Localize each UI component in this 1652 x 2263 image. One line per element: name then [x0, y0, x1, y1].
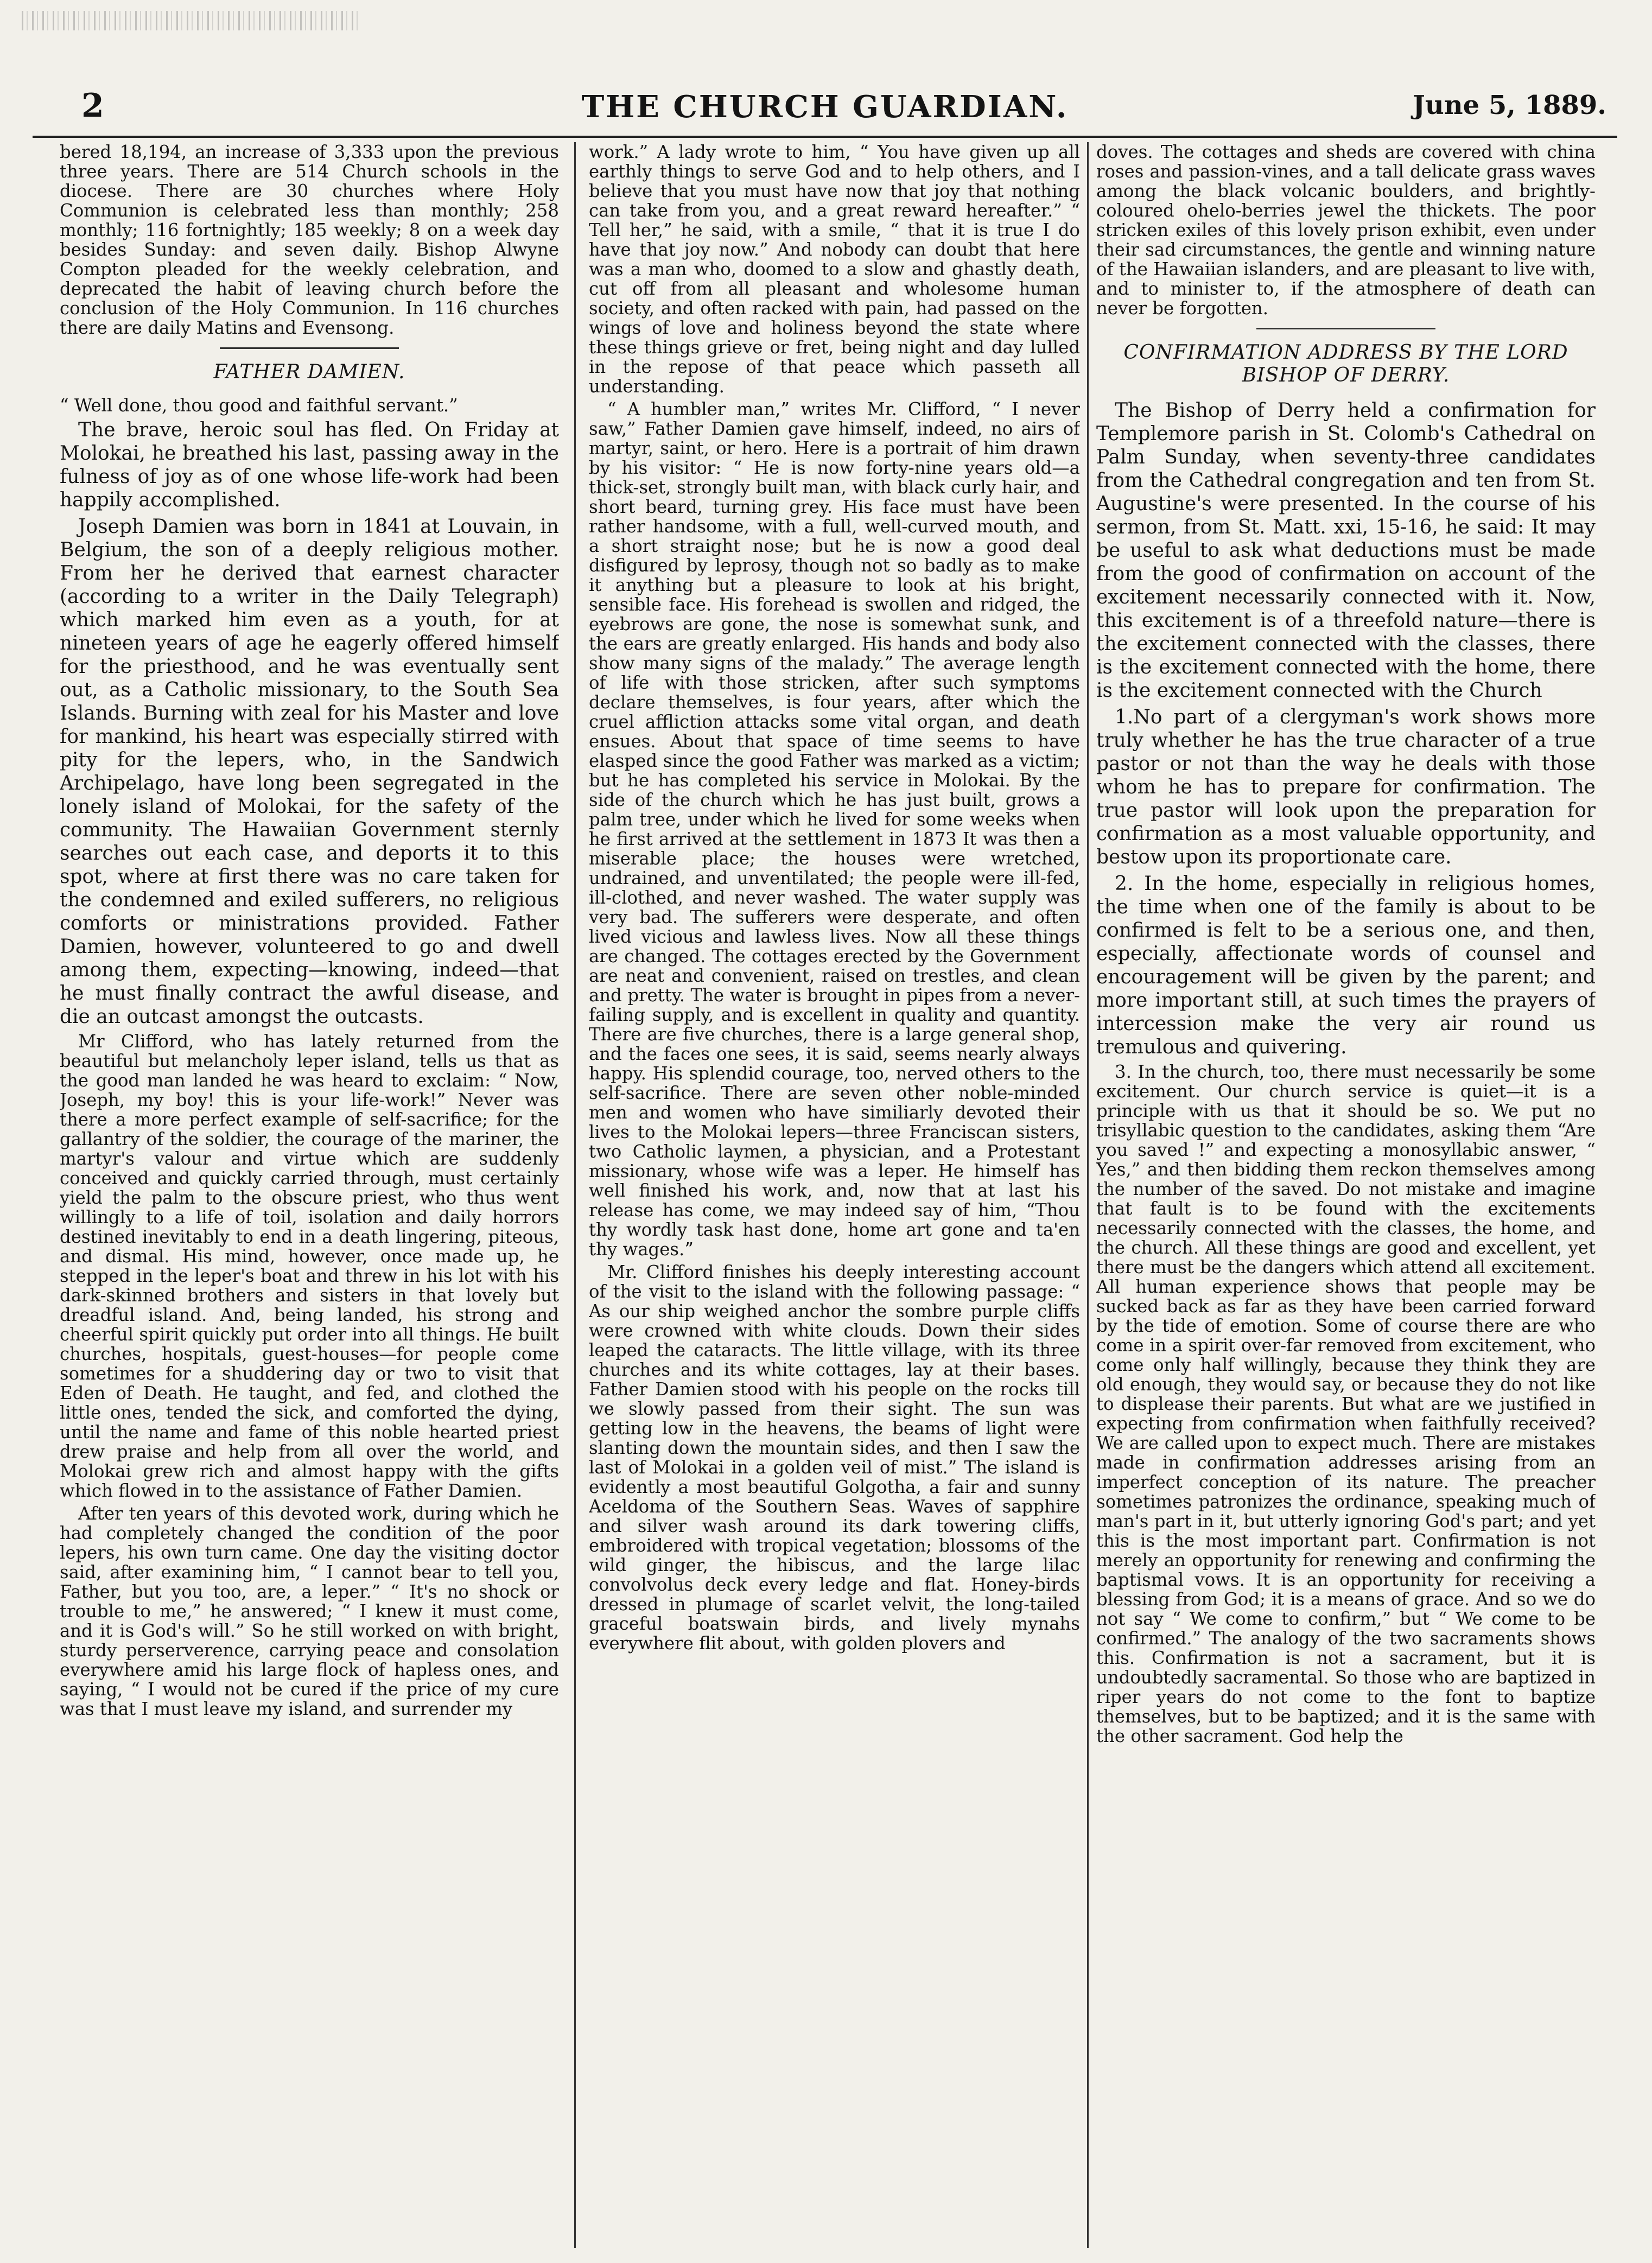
- paragraph: “ A humbler man,” writes Mr. Clifford, “ I never saw,” Father Damien gave himself, indeed, no airs of martyr, saint, or hero. Here is a portrait of him drawn by his visitor: “ He is now forty-nine years old—a thick-set, strongly built man, with black curly hair, and short beard, turning grey. His face must have been rather handsome, with a full, well-curved mouth, and a short straight nose; but he is now a good deal disfigured by leprosy, though not so badly as to make it anything but a pleasure to look at his bright, sensible face. His forehead is swollen and ridged, the eyebrows are gone, the nose is somewhat sunk, and the ears are greatly enlarged. His hands and body also show many signs of the malady.” The average length of life with those stricken, after such symptoms declare themselves, is four years, after which the cruel affliction attacks some vital organ, and death ensues. About that space of time seems to have elasped since the good Father was marked as a victim; but he has completed his service in Molokai. By the side of the church which he has just built, grows a palm tree, under which he lived for some weeks when he first arrived at the settlement in 1873 It was then a miserable place; the houses were wretched, undrained, and unventilated; the people were ill-fed, ill-clothed, and never washed. The water supply was very bad. The sufferers were desperate, and often lived vicious and lawless lives. Now all these things are changed. The cottages erected by the Government are neat and convenient, raised on trestles, and clean and pretty. The water is brought in pipes from a never-failing supply, and is excellent in quality and quantity. There are five churches, there is a large general shop, and the faces one sees, it is said, seems nearly always happy. His splendid courage, too, nerved others to the self-sacrifice. There are seven other noble-minded men and women who have similiarly devoted their lives to the Molokai lepers—three Franciscan sisters, two Catholic laymen, a physician, and a Protestant missionary, whose wife was a leper. He himself has well finished his work, and, now that at last his release has come, we may indeed say of him, “Thou thy wordly task hast done, home art gone and ta'en thy wages.”: [589, 399, 1080, 1260]
- article-body-large: [1096, 399, 1596, 1059]
- paragraph: The Bishop of Derry held a confirmation for Templemore parish in St. Colomb's Cathedral on Palm Sunday, when seventy-three candidates from the Cathedral congregation and ten from St. Augustine's were presented. In the course of his sermon, from St. Matt. xxi, 15-16, he said: It may be useful to ask what deductions must be made from the good of confirmation on account of the excitement necessarily connected with it. Now, this excitement is of a threefold nature—there is the excitement connected with the classes, there is the excitement connected with the home, there is the excitement connected with the Church: [1096, 399, 1596, 702]
- paragraph: 3. In the church, too, there must necessarily be some excitement. Our church service is quiet—it is a principle with us that it should be so. We put no trisyllabic question to the candidates, asking them “Are you saved !” and expecting a monosyllabic answer, “ Yes,” and then bidding them reckon themselves among the number of the saved. Do not mistake and imagine that fault is to be found with the excitements necessarily connected with the classes, the home, and the church. All these things are good and excellent, yet there must be the dangers which attend all excitement. All human experience shows that people may be sucked back as far as they have been carried forward by the tide of emotion. Some of course there are who come in a spirit over-far removed from excitement, who come only half willingly, because they think they are old enough, they would say, or because they do not like to displease their parents. But what are we justified in expecting from confirmation when faithfully received? We are called upon to expect much. There are mistakes made in confirmation addresses arising from an imperfect conception of its nature. The preacher sometimes patronizes the ordinance, speaking much of man's part in it, but utterly ignoring God's part; and yet this is the most important part. Confirmation is not merely an opportunity for renewing and confirming the baptismal vows. It is an opportunity for receiving a blessing from God; it is a means of grace. And so we do not say “ We come to confirm,” but “ We come to be confirmed.” The analogy of the two sacraments shows this. Confirmation is not a sacrament, but it is undoubtedly sacramental. So those who are baptized in riper years do not come to the font to baptize themselves, but to be baptized; and it is the same with the other sacrament. God help the: [1096, 1061, 1596, 1746]
- paragraph: After ten years of this devoted work, during which he had completely changed the condition of the poor lepers, his own turn came. One day the visiting doctor said, after examining him, “ I cannot bear to tell you, Father, but you too, are, a leper.” “ It's no shock or trouble to me,” he answered; “ I knew it must come, and it is God's will.” So he still worked on with bright, sturdy perserverence, carrying peace and consolation everywhere amid his large flock of hapless ones, and saying, “ I would not be cured if the price of my cure was that I must leave my island, and surrender my: [60, 1503, 559, 1719]
- page-header: [33, 81, 1617, 130]
- column-1: [60, 142, 559, 2248]
- paragraph: 1.No part of a clergyman's work shows more truly whether he has the true character of a true pastor or not than the way he deals with those whom he has to prepare for confirmation. The true pastor will look upon the preparation for confirmation as a most valuable opportunity, and bestow upon its proportionate care.: [1096, 706, 1596, 868]
- paragraph: work.” A lady wrote to him, “ You have given up all earthly things to serve God and to help others, and I believe that you must have now that joy that nothing can take from you, and a great reward hereafter.” “ Tell her,” he said, with a smile, “ that it is true I do have that joy now.” And nobody can doubt that here was a man who, doomed to a slow and ghastly death, cut off from all pleasant and wholesome human society, and often racked with pain, had passed on the wings of love and holiness beyond the state where these things grieve or fret, being night and day lulled in the repose of that peace which passeth all understanding.: [589, 142, 1080, 397]
- paragraph: 2. In the home, especially in religious homes, the time when one of the family is about to be confirmed is felt to be a serious one, and then, especially, affectionate words of counsel and encouragement will be given by the parent; and more important still, at such times the prayers of intercession make the very air round us tremulous and quivering.: [1096, 873, 1596, 1058]
- paragraph: doves. The cottages and sheds are covered with china roses and passion-vines, and a tall delicate grass waves among the black volcanic boulders, and brightly-coloured ohelo-berries jewel the thickets. The poor stricken exiles of this lovely prison exhibit, even under their sad circumstances, the gentle and winning nature of the Hawaiian islanders, and are pleasant to live with, and to minister to, if the atmosphere of death can never be forgotten.: [1096, 142, 1596, 319]
- paragraph: Joseph Damien was born in 1841 at Louvain, in Belgium, the son of a deeply religious mother. From her he derived that earnest character (according to a writer in the Daily Telegraph) which marked him even as a youth, for at nineteen years of age he eagerly offered himself for the priesthood, and he was eventually sent out, as a Catholic missionary, to the South Sea Islands. Burning with zeal for his Master and love for mankind, his heart was especially stirred with pity for the lepers, who, in the Sandwich Archipelago, have long been segregated in the lonely island of Molokai, for the safety of the community. The Hawaiian Government sternly searches out each case, and deports it to this spot, where at first there was no care taken for the condemned and exiled sufferers, no religious comforts or ministrations provided. Father Damien, however, volunteered to go and dwell among them, expecting—knowing, indeed—that he must finally contract the awful disease, and die an outcast amongst the outcasts.: [60, 516, 559, 1028]
- article-heading-father-damien: FATHER DAMIEN.: [213, 361, 405, 383]
- column-3: [1096, 142, 1596, 2248]
- paragraph: bered 18,194, an increase of 3,333 upon the previous three years. There are 514 Church schools in the diocese. There are 30 churches where Holy Communion is celebrated less than monthly; 258 monthly; 116 fortnightly; 185 weekly; 8 on a week day besides Sunday: and seven daily. Bishop Alwyne Compton pleaded for the weekly celebration, and deprecated the habit of leaving church before the conclusion of the Holy Communion. In 116 churches there are daily Matins and Evensong.: [60, 142, 559, 338]
- issue-date: June 5, 1889.: [1413, 90, 1606, 120]
- column-divider-1: [574, 142, 576, 2248]
- section-rule: [1256, 328, 1435, 329]
- page-number: 2: [81, 87, 104, 125]
- epigraph: “ Well done, thou good and faithful servant.”: [60, 395, 458, 416]
- paragraph: Mr. Clifford finishes his deeply interesting account of the visit to the island with the following passage: “ As our ship weighed anchor the sombre purple cliffs were crowned with white clouds. Down their sides leaped the cataracts. The little village, with its three churches and its white cottages, lay at their bases. Father Damien stood with his people on the rocks till we slowly passed from their sight. The sun was getting low in the heavens, the beams of light were slanting down the mountain sides, and then I saw the last of Molokai in a golden veil of mist.” The island is evidently a most beautiful Golgotha, a fair and sunny Aceldoma of the Southern Seas. Waves of sapphire and silver wash around its dark towering cliffs, embroidered with tropical vegetation; blossoms of the wild ginger, the hibiscus, and the large lilac convolvolus deck every ledge and flat. Honey-birds dressed in plumage of scarlet velvit, the long-tailed graceful boatswain birds, and lively mynahs everywhere flit about, with golden plovers and: [589, 1262, 1080, 1654]
- header-rule: [33, 136, 1617, 138]
- article-body-large: [60, 418, 559, 1028]
- masthead-title: THE CHURCH GUARDIAN.: [581, 89, 1069, 125]
- print-speckle: [22, 11, 358, 30]
- column-2: [589, 142, 1080, 2248]
- column-divider-2: [1087, 142, 1089, 2248]
- section-rule: [220, 347, 399, 349]
- paragraph: The brave, heroic soul has fled. On Friday at Molokai, he breathed his last, passing away in the fulness of joy as of one whose life-work had been happily accomplished.: [60, 419, 559, 511]
- article-heading-confirmation-address: CONFIRMATION ADDRESS BY THE LORD BISHOP OF DERRY.: [1123, 341, 1568, 386]
- paragraph: Mr Clifford, who has lately returned from the beautiful but melancholy leper island, tells us that as the good man landed he was heard to exclaim: “ Now, Joseph, my boy! this is your life-work!” Never was there a more perfect example of self-sacrifice; for the gallantry of the soldier, the courage of the mariner, the martyr's valour and virtue which are suddenly conceived and quickly carried through, must certainly yield the palm to the obscure priest, who thus went willingly to a life of toil, isolation and daily horrors destined inevitably to end in a death lingering, piteous, and dismal. His mind, however, once made up, he stepped in the leper's boat and threw in his lot with his dark-skinned brothers and sisters in that lovely but dreadful island. And, being landed, his strong and cheerful spirit quickly put order into all things. He built churches, hospitals, guest-houses—for people come sometimes for a shuddering day or two to visit that Eden of Death. He taught, and fed, and clothed the little ones, tended the sick, and comforted the dying, until the name and fame of this noble hearted priest drew praise and help from all over the world, and Molokai grew rich and almost happy with the gifts which flowed in to the assistance of Father Damien.: [60, 1031, 559, 1501]
